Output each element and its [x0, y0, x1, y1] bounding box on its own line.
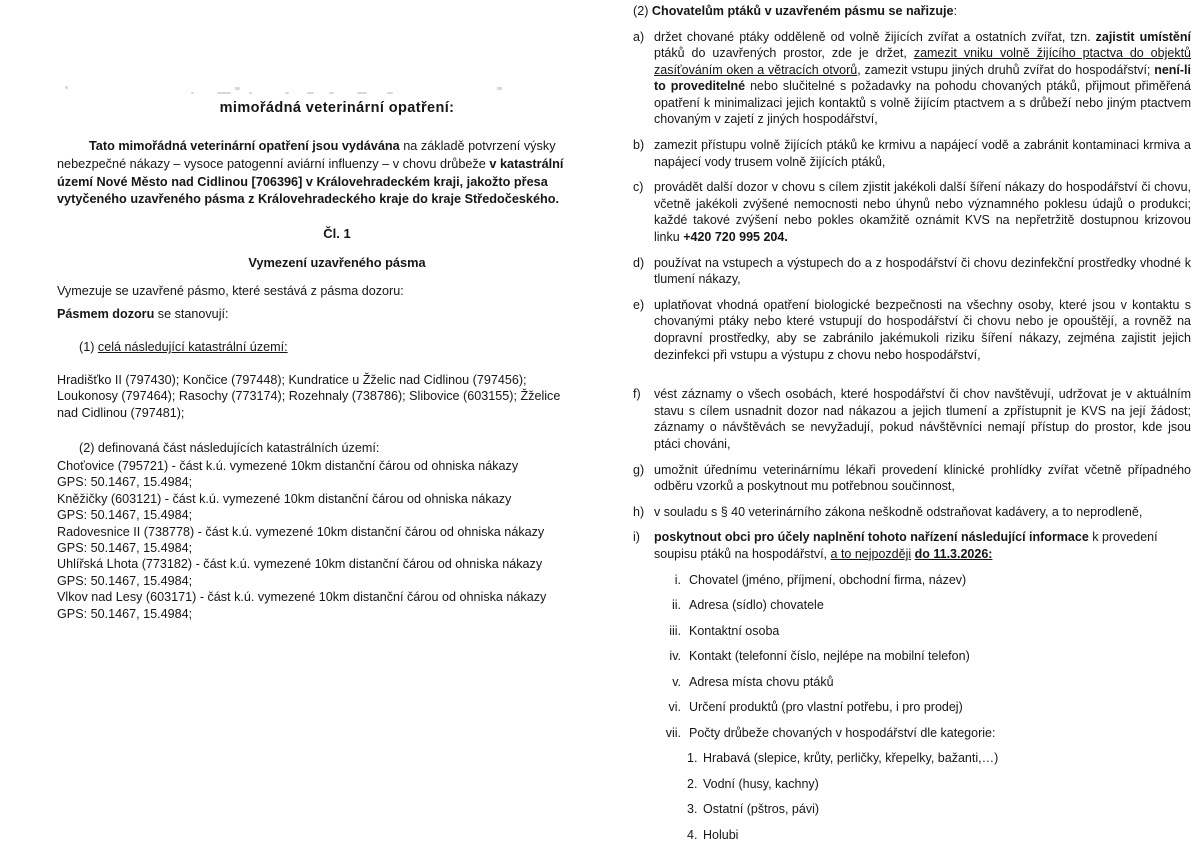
list-item-body: [654, 179, 1191, 245]
gps-entry-place: Vlkov nad Lesy (603171) - část k.ú. vymezené 10km distanční čárou od ohniska nákazy: [57, 590, 547, 605]
list-item-body: [654, 529, 1191, 562]
poultry-category-list: [687, 750, 1191, 843]
surveillance-zone-rest: se stanovují:: [154, 307, 229, 321]
list-item: [649, 674, 1191, 691]
list-item-body: v souladu s § 40 veterinárního zákona neškodně odstraňovat kadávery, a to neprodleně,: [654, 504, 1143, 519]
intro-paragraph: [57, 138, 565, 208]
list-item-marker: ii.: [671, 598, 681, 613]
list-item-label: Počty drůbeže chovaných v hospodářství dle kategorie:: [689, 725, 996, 740]
section-heading: [633, 3, 1191, 20]
subhead-1-text: celá následující katastrální území:: [97, 340, 288, 355]
list-item: [633, 179, 1191, 245]
gps-entry-coords: GPS: 50.1467, 15.4984;: [57, 475, 193, 490]
list-item-marker: d): [633, 255, 645, 270]
run-plain: nebo slučitelné s požadavky na pohodu chovaných ptáků, přijmout přiměřená opatření k minimalizaci jejich kontaktů s volně žijícím ptactvem a s drůbeží nebo jiným ptactvem chovaným v zajetí z jiných hospodářství,: [654, 79, 1191, 127]
list-item-label: Holubi: [703, 827, 739, 842]
document-title: mimořádná veterinární opatření:: [219, 100, 455, 116]
list-item-label: Hrabavá (slepice, krůty, perličky, křepelky, bažanti,…): [703, 751, 999, 766]
list-item: [649, 597, 1191, 614]
list-item: [649, 623, 1191, 640]
gps-entry-coords: GPS: 50.1467, 15.4984;: [57, 541, 193, 556]
list-item: [649, 699, 1191, 716]
list-item-label: Vodní (husy, kachny): [703, 776, 819, 791]
intro-bold-lead: Tato mimořádná veterinární opatření jsou vydávána: [89, 139, 400, 154]
run-plain: k provedení soupisu ptáků na hospodářství,: [654, 530, 1158, 561]
intro-line2-plain: nebezpečné nákazy – vysoce patogenní aviární influenzy – v chovu drůbeže: [57, 157, 490, 171]
run-underline: zamezit vniku volně žijícího ptactva do objektů zasíťováním oken a větracích otvorů: [654, 46, 1191, 77]
list-item: [649, 725, 1191, 742]
scan-artifact-specks: [57, 86, 577, 94]
list-item: [687, 750, 1191, 767]
list-item-label: Adresa místa chovu ptáků: [689, 674, 834, 689]
right-page-content: [633, 3, 1191, 852]
required-information-list: [649, 572, 1191, 742]
subhead-2-text: definovaná část následujících katastrálních území:: [97, 440, 380, 455]
list-item-marker: vi.: [668, 700, 681, 715]
list-item-label: Určení produktů (pro vlastní potřebu, i pro prodej): [689, 700, 963, 715]
list-item-label: Kontaktní osoba: [689, 623, 780, 638]
surveillance-zone-line: [57, 306, 657, 322]
list-item-label: Adresa (sídlo) chovatele: [689, 598, 824, 613]
subhead-2: [57, 440, 657, 456]
paragraph-spacer: [633, 372, 1191, 386]
list-item: [649, 648, 1191, 665]
run-bold: zajistit umístění: [1095, 29, 1191, 44]
list-item: [633, 386, 1191, 452]
list-item: [633, 462, 1191, 495]
list-item-marker: e): [633, 297, 645, 312]
subhead-1-number: (1): [79, 340, 95, 355]
gps-entry-place: Choťovice (795721) - část k.ú. vymezené 10km distanční čárou od ohniska nákazy: [57, 459, 519, 473]
run-underline: a to nejpozději: [830, 546, 912, 561]
gps-entry-place: Uhlířská Lhota (773182) - část k.ú. vymezené 10km distanční čárou od ohniska nákazy: [57, 557, 543, 572]
list-item-label: Kontakt (telefonní číslo, nejlépe na mobilní telefon): [689, 649, 970, 664]
list-item-marker: f): [633, 387, 641, 402]
list-item-label: Chovatel (jméno, příjmení, obchodní firma, název): [689, 572, 967, 587]
section-heading-tail: :: [953, 4, 958, 18]
list-item-body: uplatňovat vhodná opatření biologické bezpečnosti na všechny osoby, které jsou v kontaktu s chovanými ptáky nebo které vstupují do hospodářství či chovu nebo je opouštějí, a rovněž na dopravní prostředky, aby se zabránilo jakémukoli riziku šíření nákazy, zejména zajistit jejich dezinfekci při vstupu a výstupu z chovu nebo hospodářství,: [654, 297, 1191, 362]
list-item-marker: 3.: [687, 802, 698, 817]
list-item-marker: g): [633, 462, 645, 477]
list-item-marker: i): [633, 530, 640, 545]
run-plain: držet chované ptáky odděleně od volně žijících zvířat a ostatních zvířat, tzn.: [654, 29, 1096, 44]
run-bold: poskytnout obci pro účely naplnění tohoto nařízení následující informace: [654, 530, 1089, 545]
list-item-marker: h): [633, 504, 645, 519]
scope-line: Vymezuje se uzavřené pásmo, které sestává z pásma dozoru:: [57, 283, 404, 298]
list-item: [687, 801, 1191, 818]
right-document-page: [615, 0, 1200, 842]
list-item-marker: v.: [672, 674, 681, 689]
list-item-marker: a): [633, 29, 645, 44]
list-item: [633, 255, 1191, 288]
list-item: [633, 137, 1191, 170]
list-item-marker: b): [633, 138, 645, 153]
intro-line2-bold: v katastrální: [489, 157, 564, 171]
deadline-date: do 11.3.2026:: [914, 546, 993, 561]
intro-rest: na základě potvrzení výsky: [399, 139, 556, 154]
section-heading-text: Chovatelům ptáků v uzavřeném pásmu se nařizuje: [651, 4, 954, 18]
obligations-list: [633, 29, 1191, 563]
run-bold: není-li to proveditelné: [654, 62, 1191, 94]
run-plain: provádět další dozor v chovu s cílem zjistit jakékoli další šíření nákazy do hospodářství či chovu, včetně jakékoli zvýšené nemocnosti nebo úhynů nebo významného poklesu údajů o produkci; každé takové zvýšení nebo pokles okamžitě oznámit KVS na nepřetržitě dostupnou krizovou linku: [654, 180, 1191, 245]
list-item-marker: 2.: [687, 776, 698, 791]
cadastral-areas-list: Hradišťko II (797430); Končice (797448); Kundratice u Žželic nad Cidlinou (797456); Loukonosy (797464); Rasochy (773174); Rozehnaly (738786); Slibovice (603155); Žželice nad Cidlinou (797481);: [57, 372, 561, 420]
list-item: [633, 29, 1191, 129]
gps-entry-coords: GPS: 50.1467, 15.4984;: [57, 606, 193, 621]
list-item: [633, 297, 1191, 363]
list-item-marker: 4.: [687, 827, 698, 842]
article-title: Vymezení uzavřeného pásma: [248, 255, 426, 271]
list-item: [649, 572, 1191, 589]
list-item-marker: 1.: [687, 751, 698, 766]
subhead-1: [57, 339, 657, 355]
list-item-body: umožnit úřednímu veterinárnímu lékaři provedení klinické prohlídky zvířat včetně případného odběru vzorků a poskytnout mu potřebnou součinnost,: [654, 462, 1191, 494]
gps-entry-place: Radovesnice II (738778) - část k.ú. vymezené 10km distanční čárou od ohniska nákazy: [57, 524, 545, 539]
list-item: [687, 827, 1191, 844]
list-item-body: vést záznamy o všech osobách, které hospodářství či chov navštěvují, udržovat je v aktuálním stavu s cílem usnadnit dozor nad nákazou a jejich tlumení a zpřístupnit je KVS na její žádost; záznamy o návštěvách se nevyžadují, pokud návštěvníci nemají přístup do prostor, kde jsou ptáci chováni,: [654, 387, 1191, 451]
gps-entry-coords: GPS: 50.1467, 15.4984;: [57, 508, 193, 523]
list-item-body: používat na vstupech a výstupech do a z hospodářství či chovu dezinfekční prostředky vhodné k tlumení nákazy,: [654, 255, 1191, 287]
list-item: [633, 529, 1191, 562]
left-document-page: [0, 0, 566, 675]
list-item-marker: iii.: [669, 623, 681, 638]
list-item-marker: iv.: [669, 649, 681, 664]
subhead-2-number: (2): [79, 440, 95, 455]
intro-line4: vytyčeného uzavřeného pásma z Královehradeckého kraje do kraje Středočeského.: [57, 192, 560, 207]
gps-entries-list: [57, 458, 657, 622]
article-number: Čl. 1: [323, 225, 351, 241]
surveillance-zone-bold: Pásmem dozoru: [57, 307, 155, 321]
list-item: [687, 776, 1191, 793]
list-item-label: Ostatní (pštros, pávi): [703, 802, 820, 817]
list-item-marker: i.: [674, 572, 681, 587]
list-item-marker: vii.: [665, 725, 681, 740]
left-page-content: [57, 0, 657, 622]
list-item-marker: c): [633, 180, 644, 195]
list-item-body: zamezit přístupu volně žijících ptáků ke krmivu a napájecí vodě a zabránit kontaminaci krmiva a napájecí vody trusem volně žijících ptáků,: [654, 138, 1191, 169]
section-heading-number: (2): [633, 4, 649, 18]
run-plain: , zamezit vstupu jiných druhů zvířat do hospodářství;: [857, 62, 1155, 77]
list-item-body: [654, 29, 1191, 129]
intro-line3: území Nové Město nad Cidlinou [706396] v Královehradeckém kraji, jakožto přesa: [57, 174, 548, 189]
list-item: [633, 504, 1191, 521]
emergency-phone-number: +420 720 995 204.: [683, 230, 788, 245]
run-plain: ptáků do uzavřených prostor, zde je držet,: [654, 46, 914, 61]
gps-entry-place: Kněžičky (603121) - část k.ú. vymezené 10km distanční čárou od ohniska nákazy: [57, 491, 512, 506]
gps-entry-coords: GPS: 50.1467, 15.4984;: [57, 573, 193, 588]
